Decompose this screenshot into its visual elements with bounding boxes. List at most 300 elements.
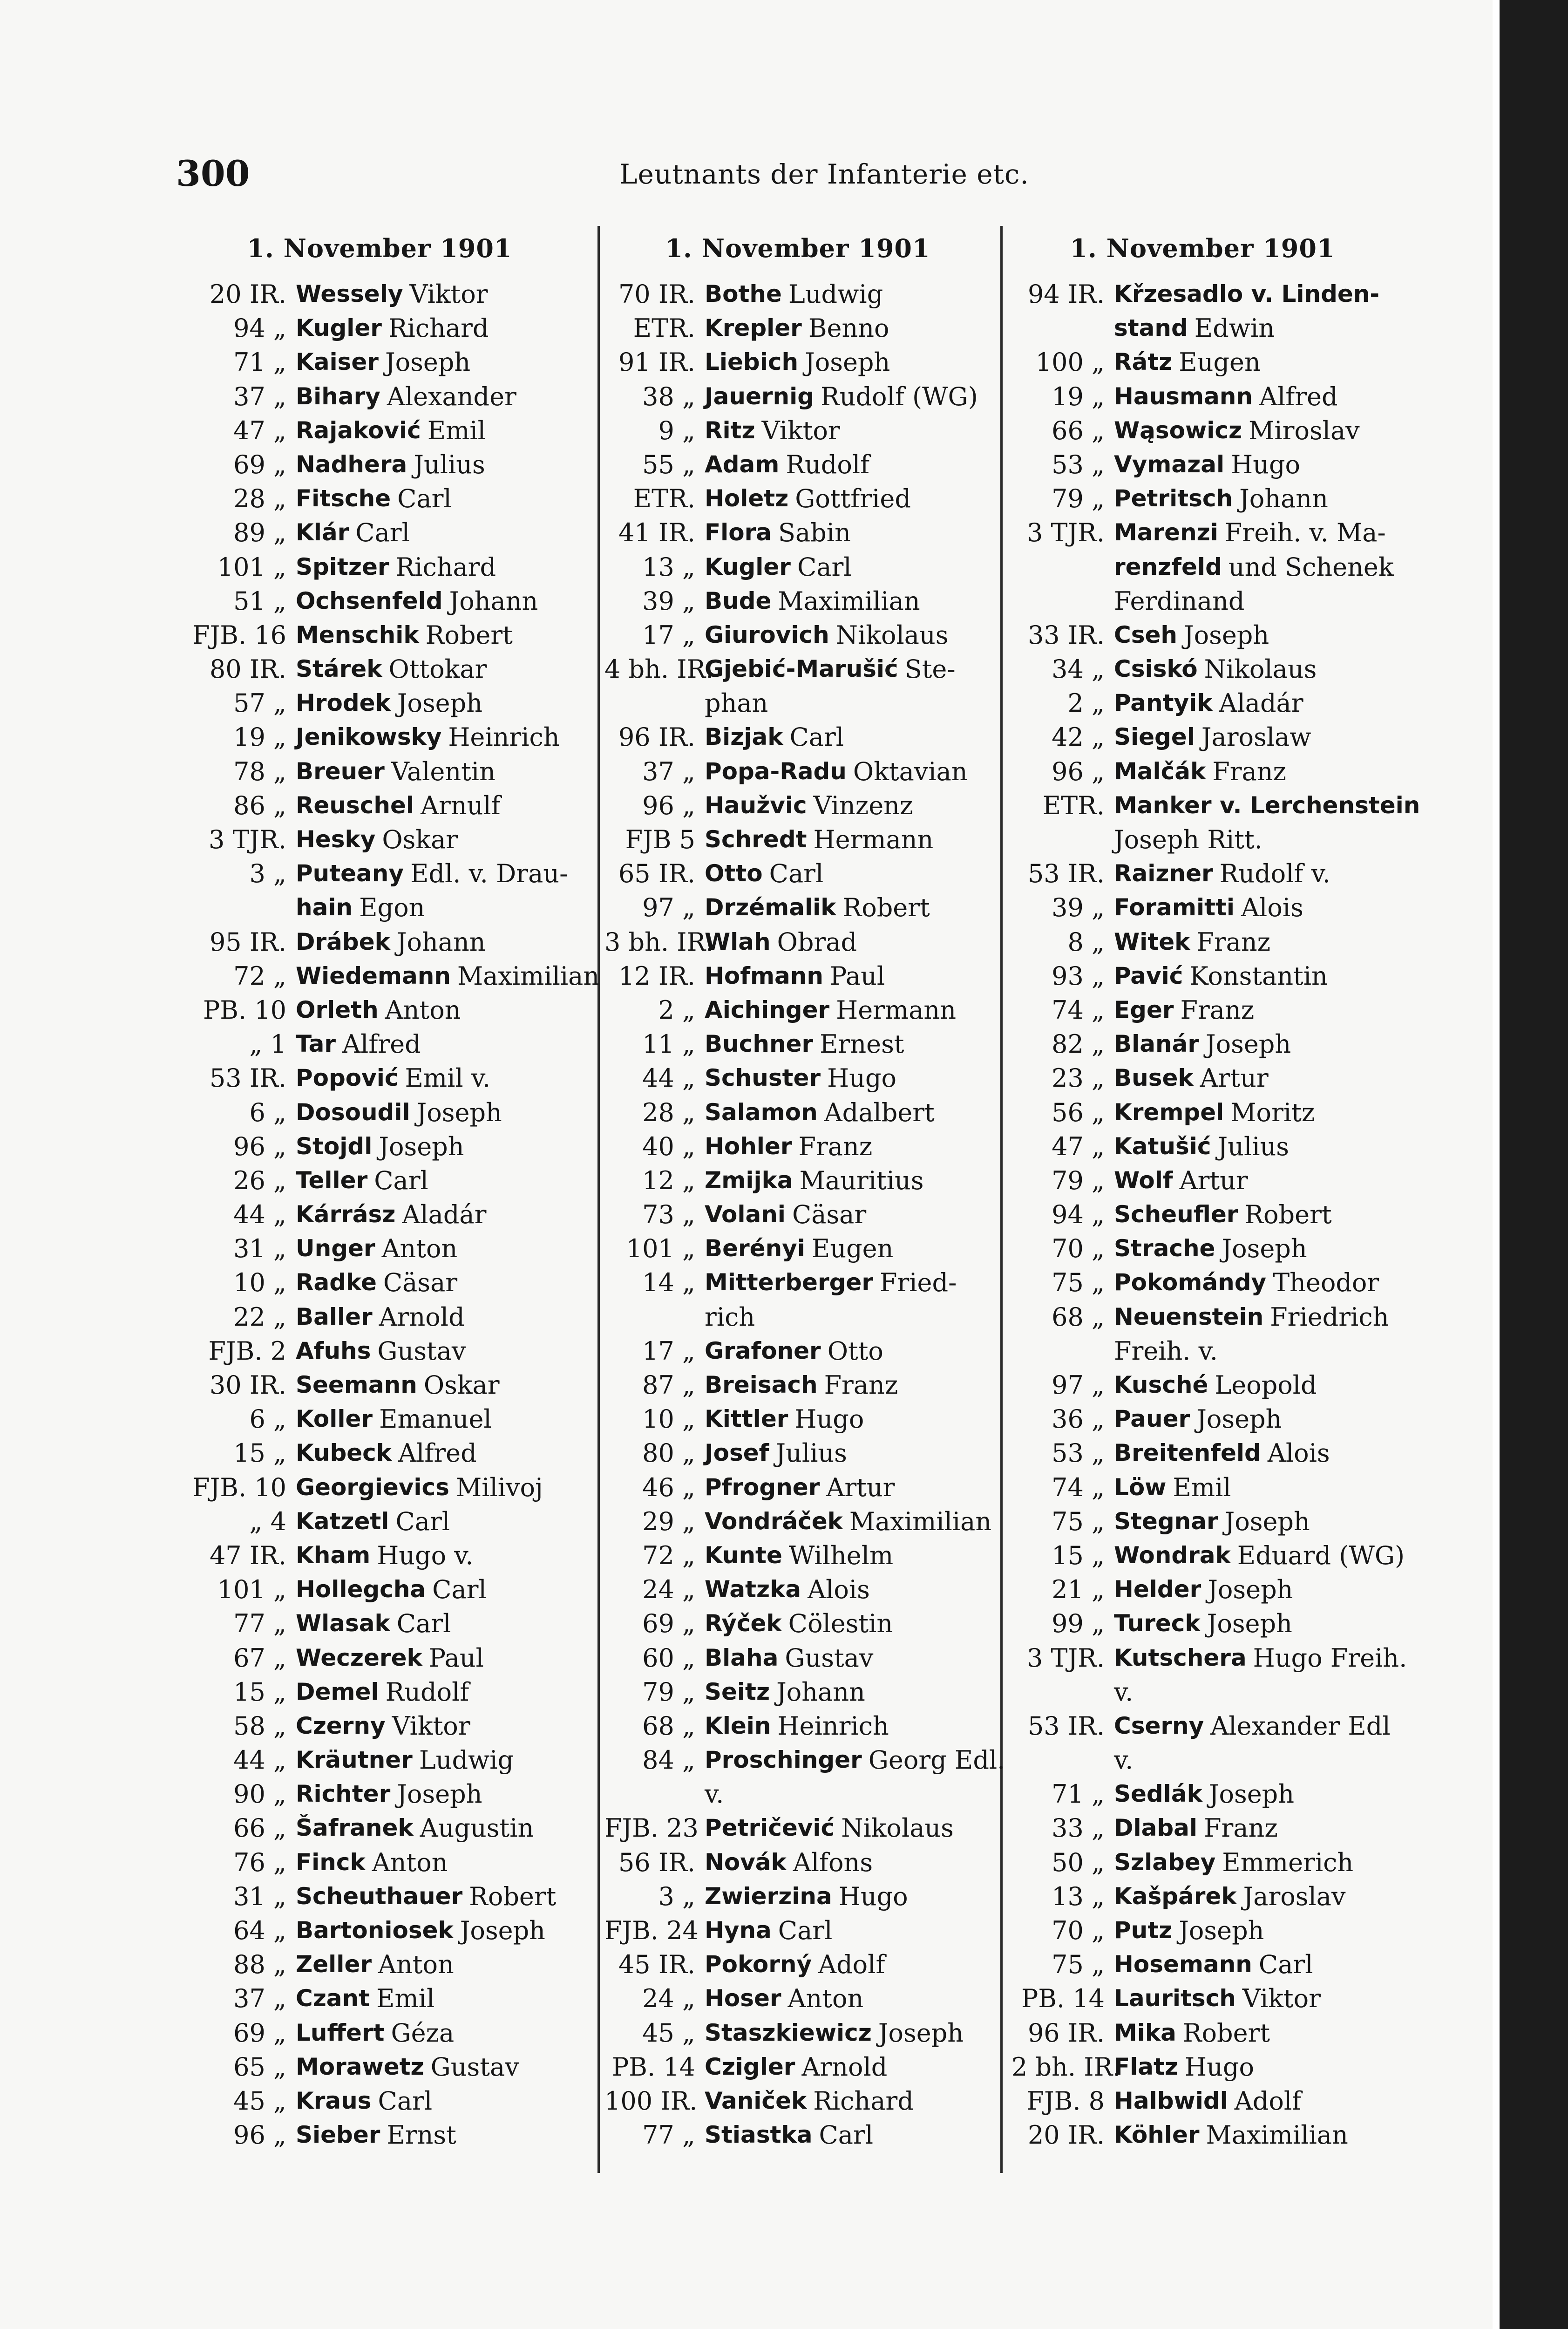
surname: Josef [705,1439,769,1467]
surname: Weczerek [296,1644,422,1671]
unit-reference: 41 IR. [618,518,695,548]
unit-reference: FJB. 16 [192,620,286,650]
given-name: Freih. v. [1114,1336,1218,1366]
surname: Stegnar [1114,1507,1218,1535]
given-name: Géza [391,2018,455,2048]
surname: Pokorný [705,1951,812,1978]
unit-reference: 66 „ [1052,415,1105,445]
list-item [179,1027,580,1061]
surname: Tar [296,1030,336,1058]
given-name: Aladár [402,1200,487,1230]
surname: Luffert [296,2019,385,2046]
given-name: Julius [1217,1131,1289,1161]
unit-reference: 58 „ [233,1711,286,1741]
surname: Hesky [296,826,376,853]
unit-reference: 100 IR. [604,2086,698,2116]
unit-reference: 65 IR. [618,859,695,889]
list-item [179,1096,580,1130]
surname: Popa-Radu [705,757,847,785]
unit-reference: 79 „ [1052,484,1105,514]
unit-reference: 11 „ [642,1029,695,1059]
unit-reference: 45 IR. [618,1950,695,1980]
given-name: Nikolaus [835,620,949,650]
unit-reference: 71 „ [1052,1779,1105,1809]
surname: Hollegcha [296,1576,426,1603]
surname: Křzesadlo v. Linden- [1114,280,1380,307]
surname: Petričević [705,1814,835,1842]
unit-reference: 66 „ [233,1813,286,1843]
surname: Czigler [705,2053,795,2080]
surname: Kašpárek [1114,1882,1237,1910]
list-item [179,277,580,311]
unit-reference: 10 „ [642,1404,695,1434]
surname: Hofmann [705,962,823,989]
surname: Proschinger [705,1746,862,1774]
unit-reference: 53 „ [1052,1438,1105,1468]
surname: Pfrogner [705,1473,820,1501]
surname: Malčák [1114,757,1206,785]
unit-reference: 95 IR. [209,927,286,957]
unit-reference: 74 „ [1052,995,1105,1025]
list-item [179,1471,580,1505]
given-name: Mauritius [799,1165,924,1195]
list-item [604,1641,991,1675]
list-item [179,516,580,550]
given-name: Georg Edl. [868,1745,1005,1775]
unit-reference: 30 IR. [209,1370,286,1400]
unit-reference: 84 „ [642,1745,695,1775]
given-name: Eduard (WG) [1237,1540,1405,1570]
unit-reference: 31 „ [233,1234,286,1264]
list-item [1011,925,1393,959]
unit-reference: FJB. 24 [604,1916,699,1945]
list-item [604,584,991,618]
surname: Orleth [296,996,379,1023]
surname: Petritsch [1114,485,1233,512]
list-item [604,652,991,686]
list-item [179,1164,580,1198]
surname: Berényi [705,1235,805,1262]
list-item [1011,584,1393,618]
surname: Drábek [296,928,390,955]
list-item [604,1982,991,2016]
unit-reference: 2 bh. IR. [1011,2052,1121,2082]
unit-reference: 68 „ [1052,1302,1105,1332]
list-item [1011,2118,1393,2152]
unit-reference: 99 „ [1052,1609,1105,1639]
given-name: Valentin [391,756,496,786]
list-item [179,1880,580,1914]
unit-reference: 75 „ [1052,1268,1105,1298]
surname: Raizner [1114,860,1213,887]
given-name: rich [705,1302,755,1332]
list-item [1011,993,1393,1027]
given-name: Aladár [1219,688,1303,718]
unit-reference: 22 „ [233,1302,286,1332]
surname: Ritz [705,416,755,444]
unit-reference: 15 „ [233,1438,286,1468]
list-item [1011,2016,1393,2050]
unit-reference: 26 „ [233,1165,286,1195]
unit-reference: 96 IR. [1027,2018,1105,2048]
given-name: Joseph [1208,1575,1293,1605]
list-item [1011,1436,1393,1470]
given-name: Rudolf v. [1219,859,1330,889]
given-name: Ludwig [419,1745,514,1775]
unit-reference: FJB. 10 [192,1472,286,1502]
given-name: Hermann [813,825,934,854]
given-name: Arnold [801,2052,888,2082]
unit-reference: 39 „ [1052,893,1105,923]
given-name: Anton [787,1984,864,2014]
given-name: Obrad [777,927,857,957]
given-name: Augustin [420,1813,534,1843]
given-name: Robert [469,1881,557,1911]
given-name: Carl [378,2086,433,2116]
unit-reference: 64 „ [233,1916,286,1945]
given-name: Oskar [423,1370,500,1400]
unit-reference: 14 „ [642,1268,695,1298]
given-name: Alfred [1259,381,1338,411]
given-name: Joseph [1183,620,1269,650]
given-name: Joseph [1179,1916,1264,1945]
list-item [604,1607,991,1641]
given-name: Joseph [1207,1609,1292,1639]
unit-reference: „ 1 [249,1029,286,1059]
list-item [604,2084,991,2118]
surname: Haužvic [705,791,807,819]
list-item [179,686,580,720]
list-item [1011,652,1393,686]
given-name: Hugo Freih. [1253,1643,1407,1673]
unit-reference: 88 „ [233,1950,286,1980]
given-name: Paul [829,961,885,991]
list-item [604,1811,991,1845]
unit-reference: 73 „ [642,1200,695,1230]
unit-reference: 97 „ [642,893,695,923]
surname: Kutschera [1114,1644,1247,1671]
given-name: Emil v. [405,1063,491,1093]
unit-reference: 45 „ [233,2086,286,2116]
surname: Foramitti [1114,894,1235,921]
unit-reference: 96 IR. [618,722,695,752]
list-item [179,1539,580,1573]
list-item [1011,1709,1393,1743]
unit-reference: 79 „ [642,1677,695,1707]
given-name: Franz [1212,756,1286,786]
unit-reference: 19 „ [233,722,286,752]
unit-reference: 21 „ [1052,1575,1105,1605]
unit-reference: 24 „ [642,1575,695,1605]
unit-reference: 28 „ [642,1097,695,1127]
list-item [1011,380,1393,414]
surname: Bude [705,587,772,614]
given-name: Hugo [838,1881,908,1911]
given-name: Johann [449,586,538,616]
unit-reference: 20 IR. [1027,2120,1105,2150]
surname: Jenikowsky [296,723,442,751]
surname: Cseh [1114,621,1177,648]
given-name: Eugen [1179,347,1261,377]
list-item [1011,2084,1393,2118]
list-item [604,857,991,891]
list-item [604,993,991,1027]
surname: Kräutner [296,1746,413,1774]
surname: Hosemann [1114,1951,1252,1978]
unit-reference: ETR. [633,313,695,343]
list-item [604,1232,991,1266]
list-item [1011,1675,1393,1709]
surname: Szlabey [1114,1848,1216,1876]
given-name: Edl. v. Drau- [410,859,568,889]
given-name: Oktavian [853,756,968,786]
list-item [604,686,991,720]
given-name: Cäsar [792,1200,867,1230]
unit-reference: 82 „ [1052,1029,1105,1059]
surname: Kraus [296,2087,372,2114]
unit-reference [179,891,296,925]
given-name: Alexander [387,381,516,411]
list-item [179,1402,580,1436]
list-item [179,1266,580,1300]
list-item [179,1573,580,1607]
given-name: Emmerich [1222,1847,1354,1877]
surname: Löw [1114,1473,1167,1501]
surname: Csiskó [1114,655,1198,683]
given-name: Joseph [1224,1506,1310,1536]
given-name: Alexander Edl [1210,1711,1391,1741]
given-name: Rudolf [786,449,870,479]
surname: Breitenfeld [1114,1439,1261,1467]
list-item [1011,1948,1393,1982]
surname: Köhler [1114,2121,1200,2149]
given-name: Rudolf (WG) [821,381,978,411]
unit-reference: 53 IR. [1027,859,1105,889]
given-name: Konstantin [1189,961,1328,991]
given-name: Jaroslaw [1201,722,1311,752]
unit-reference: 72 „ [233,961,286,991]
unit-reference: 86 „ [233,790,286,820]
unit-reference: 40 „ [642,1131,695,1161]
surname: Adam [705,450,780,478]
given-name: Fried- [880,1268,957,1298]
given-name: Joseph [385,347,471,377]
column-divider [597,226,600,2173]
list-item [604,448,991,482]
unit-reference: 3 „ [658,1881,695,1911]
surname: Stojdl [296,1132,373,1160]
unit-reference: 45 „ [642,2018,695,2048]
given-name: Anton [372,1847,448,1877]
unit-reference: 80 „ [642,1438,695,1468]
unit-reference: 19 „ [1052,381,1105,411]
surname: Flora [705,519,772,546]
list-item [179,1811,580,1845]
surname: Hyna [705,1917,772,1944]
surname: Kunte [705,1541,782,1569]
list-item [1011,1334,1393,1368]
given-name: Alois [808,1575,870,1605]
unit-reference: 42 „ [1052,722,1105,752]
list-item [179,1743,580,1777]
unit-reference: 69 „ [642,1609,695,1639]
surname: Kárrász [296,1201,396,1228]
unit-reference [1011,311,1114,345]
unit-reference: 15 „ [1052,1540,1105,1570]
list-item [604,277,991,311]
surname: Zmijka [705,1166,793,1194]
given-name: Edwin [1194,313,1275,343]
unit-reference: 47 „ [233,415,286,445]
unit-reference: 101 „ [626,1234,695,1264]
unit-reference: 29 „ [642,1506,695,1536]
list-item [1011,482,1393,516]
surname: Breuer [296,757,385,785]
unit-reference: 23 „ [1052,1063,1105,1093]
given-name: Carl [397,484,452,514]
unit-reference [1011,584,1114,618]
list-item [604,720,991,754]
surname: Neuenstein [1114,1303,1264,1330]
unit-reference: PB. 14 [1021,1984,1105,2014]
list-item [1011,1777,1393,1811]
surname: Bizjak [705,723,783,751]
unit-reference: 34 „ [1052,654,1105,684]
list-item [179,823,580,857]
list-item [1011,823,1393,857]
list-item [1011,857,1393,891]
surname: Šafranek [296,1814,414,1842]
list-item [604,823,991,857]
given-name: Hugo [1231,449,1301,479]
surname: Breisach [705,1371,818,1398]
surname: Dlabal [1114,1814,1198,1842]
unit-reference: 36 „ [1052,1404,1105,1434]
unit-reference: 70 „ [1052,1234,1105,1264]
given-name: Joseph [416,1097,502,1127]
given-name: Viktor [392,1711,470,1741]
list-item [1011,1266,1393,1300]
unit-reference [1011,1743,1114,1777]
unit-reference: 50 „ [1052,1847,1105,1877]
unit-reference: 57 „ [233,688,286,718]
list-item [1011,1914,1393,1948]
list-item [604,550,991,584]
list-item [604,1539,991,1573]
unit-reference: 24 „ [642,1984,695,2014]
given-name: Moritz [1230,1097,1315,1127]
given-name: Carl [789,722,844,752]
list-item [1011,1096,1393,1130]
list-item [604,2050,991,2084]
unit-reference: 44 „ [233,1745,286,1775]
given-name: Emil [1173,1472,1231,1502]
list-item [604,1164,991,1198]
surname: Blaha [705,1644,779,1671]
given-name: v. [1114,1745,1134,1775]
given-name: Alfred [342,1029,421,1059]
list-item [604,1880,991,1914]
given-name: Franz [1196,927,1271,957]
list-item [1011,448,1393,482]
given-name: Viktor [409,279,488,309]
unit-reference: 44 „ [642,1063,695,1093]
unit-reference: FJB. 2 [208,1336,286,1366]
surname: Vondráček [705,1507,843,1535]
list-item [1011,1573,1393,1607]
surname: Wolf [1114,1166,1173,1194]
list-column-2 [604,226,1005,2152]
surname: Watzka [705,1576,801,1603]
surname: Afuhs [296,1337,371,1364]
given-name: v. [705,1779,724,1809]
given-name: Carl [778,1916,833,1945]
surname: Giurovich [705,621,829,648]
list-item [179,1300,580,1334]
unit-reference: 53 IR. [209,1063,286,1093]
list-item [604,1505,991,1539]
surname: Schuster [705,1064,821,1092]
unit-reference: 17 „ [642,1336,695,1366]
list-item [604,1300,991,1334]
unit-reference: 77 „ [233,1609,286,1639]
list-item [179,2118,580,2152]
surname: Spitzer [296,553,389,580]
given-name: Julius [414,449,485,479]
list-item [604,1334,991,1368]
surname: Stiastka [705,2121,813,2149]
list-item [604,1096,991,1130]
surname: Rajaković [296,416,421,444]
unit-reference: 33 IR. [1027,620,1105,650]
given-name: und Schenek [1228,552,1394,582]
unit-reference: 15 „ [233,1677,286,1707]
given-name: phan [705,688,768,718]
given-name: Robert [425,620,513,650]
surname: Nadhera [296,450,407,478]
given-name: Carl [797,552,852,582]
surname: Flatz [1114,2053,1179,2080]
surname: Buchner [705,1030,814,1058]
list-item [179,1232,580,1266]
list-item [179,993,580,1027]
given-name: Anton [381,1234,458,1264]
list-item [1011,1300,1393,1334]
given-name: Richard [388,313,489,343]
given-name: Artur [1200,1063,1269,1093]
given-name: Franz [1204,1813,1278,1843]
list-item [604,516,991,550]
list-item [1011,1061,1393,1095]
surname: Hoser [705,1985,781,2012]
list-item [179,1061,580,1095]
unit-reference [1011,550,1114,584]
unit-reference: 37 „ [642,756,695,786]
given-name: Hugo v. [377,1540,474,1570]
surname: Klár [296,519,349,546]
list-item [179,345,580,379]
unit-reference: 51 „ [233,586,286,616]
surname: Scheufler [1114,1201,1238,1228]
surname: Gjebić-Marušić [705,655,898,683]
list-item [604,1845,991,1880]
given-name: Emil [427,415,486,445]
unit-reference: 20 IR. [209,279,286,309]
unit-reference: 75 „ [1052,1506,1105,1536]
unit-reference: FJB. 23 [604,1813,699,1843]
unit-reference: 9 „ [658,415,695,445]
list-item [1011,1130,1393,1164]
